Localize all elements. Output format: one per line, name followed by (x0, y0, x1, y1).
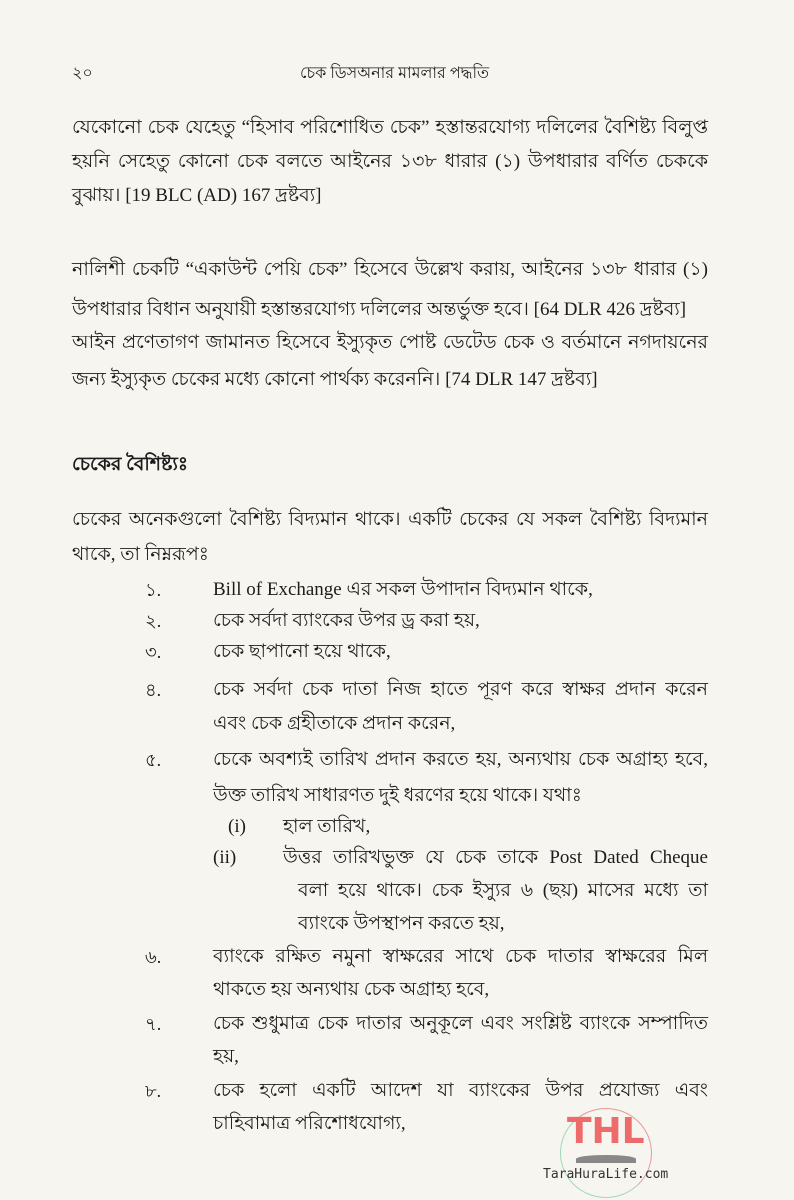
item-number: ৭. (145, 1014, 162, 1034)
item-text: চেকে অবশ্যই তারিখ প্রদান করতে হয়, অন্যথায় চেক অগ্রাহ্য হবে, (213, 749, 708, 770)
item-number: ৩. (145, 642, 162, 662)
paragraph-line: হয়নি সেহেতু কোনো চেক বলতে আইনের ১৩৮ ধারার (১) উপধারার বর্ণিত চেককে (72, 151, 708, 172)
intro-line: চেকের অনেকগুলো বৈশিষ্ট্য বিদ্যমান থাকে। একটি চেকের যে সকল বৈশিষ্ট্য বিদ্যমান (72, 509, 708, 530)
subitem-text: উত্তর তারিখভুক্ত যে চেক তাকে Post Dated Cheque (283, 847, 708, 868)
paragraph-line: উপধারার বিধান অনুযায়ী হস্তান্তরযোগ্য দলিলের অন্তর্ভুক্ত হবে। [64 DLR 426 দ্রষ্টব্য] (72, 299, 687, 320)
paragraph-line: বুঝায়। [19 BLC (AD) 167 দ্রষ্টব্য] (72, 185, 322, 206)
item-text: ব্যাংকে রক্ষিত নমুনা স্বাক্ষরের সাথে চেক দাতার স্বাক্ষরের মিল (213, 946, 708, 967)
subitem-text: ব্যাংকে উপস্থাপন করতে হয়, (298, 913, 505, 934)
item-text: চেক শুধুমাত্র চেক দাতার অনুকূলে এবং সংশ্লিষ্ট ব্যাংকে সম্পাদিত (213, 1013, 708, 1034)
item-text: চেক হলো একটি আদেশ যা ব্যাংকের উপর প্রযোজ্য এবং (213, 1080, 708, 1101)
item-number: ২. (145, 611, 162, 631)
item-number: ৪. (145, 680, 162, 700)
item-number: ১. (145, 580, 162, 600)
item-text: চেক ছাপানো হয়ে থাকে, (213, 641, 391, 662)
section-heading: চেকের বৈশিষ্ট্যঃ (72, 454, 189, 475)
subitem-number: (ii) (213, 847, 237, 868)
page-number: ২০ (72, 65, 93, 82)
item-text: উক্ত তারিখ সাধারণত দুই ধরণের হয়ে থাকে। যথাঃ (213, 785, 582, 806)
paragraph-line: জন্য ইস্যুকৃত চেকের মধ্যে কোনো পার্থক্য করেননি। [74 DLR 147 দ্রষ্টব্য] (72, 369, 598, 390)
subitem-text: হাল তারিখ, (283, 816, 371, 837)
item-number: ৬. (145, 947, 162, 967)
item-number: ৮. (145, 1081, 162, 1101)
item-text: এবং চেক গ্রহীতাকে প্রদান করেন, (213, 713, 456, 734)
paragraph-line: আইন প্রণেতাগণ জামানত হিসেবে ইস্যুকৃত পোষ্ট ডেটেড চেক ও বর্তমানে নগদায়নের (72, 332, 708, 353)
item-number: ৫. (145, 750, 162, 770)
paragraph-line: যেকোনো চেক যেহেতু “হিসাব পরিশোধিত চেক” হস্তান্তরযোগ্য দলিলের বৈশিষ্ট্য বিলুপ্ত (72, 117, 708, 138)
watermark-swoosh-icon (576, 1155, 636, 1163)
watermark-logo (543, 1108, 669, 1198)
item-text: হয়, (213, 1046, 239, 1067)
item-text: থাকতে হয় অন্যথায় চেক অগ্রাহ্য হবে, (213, 979, 490, 1000)
intro-line: থাকে, তা নিম্নরূপঃ (72, 544, 209, 565)
paragraph-line: নালিশী চেকটি “একাউন্ট পেয়ি চেক” হিসেবে উল্লেখ করায়, আইনের ১৩৮ ধারার (১) (72, 259, 708, 280)
item-text: চাহিবামাত্র পরিশোধযোগ্য, (213, 1113, 406, 1134)
item-text: চেক সর্বদা চেক দাতা নিজ হাতে পূরণ করে স্বাক্ষর প্রদান করেন (213, 679, 708, 700)
watermark-logo-text: THL (567, 1111, 645, 1152)
subitem-text: বলা হয়ে থাকে। চেক ইস্যুর ৬ (ছয়) মাসের মধ্যে তা (298, 880, 708, 901)
watermark-site: TaraHuraLife.com (543, 1167, 669, 1182)
item-text: চেক সর্বদা ব্যাংকের উপর ড্র করা হয়, (213, 610, 480, 631)
item-text: Bill of Exchange এর সকল উপাদান বিদ্যমান থাকে, (213, 579, 593, 600)
subitem-number: (i) (228, 816, 246, 837)
running-title: চেক ডিসঅনার মামলার পদ্ধতি (300, 65, 490, 82)
